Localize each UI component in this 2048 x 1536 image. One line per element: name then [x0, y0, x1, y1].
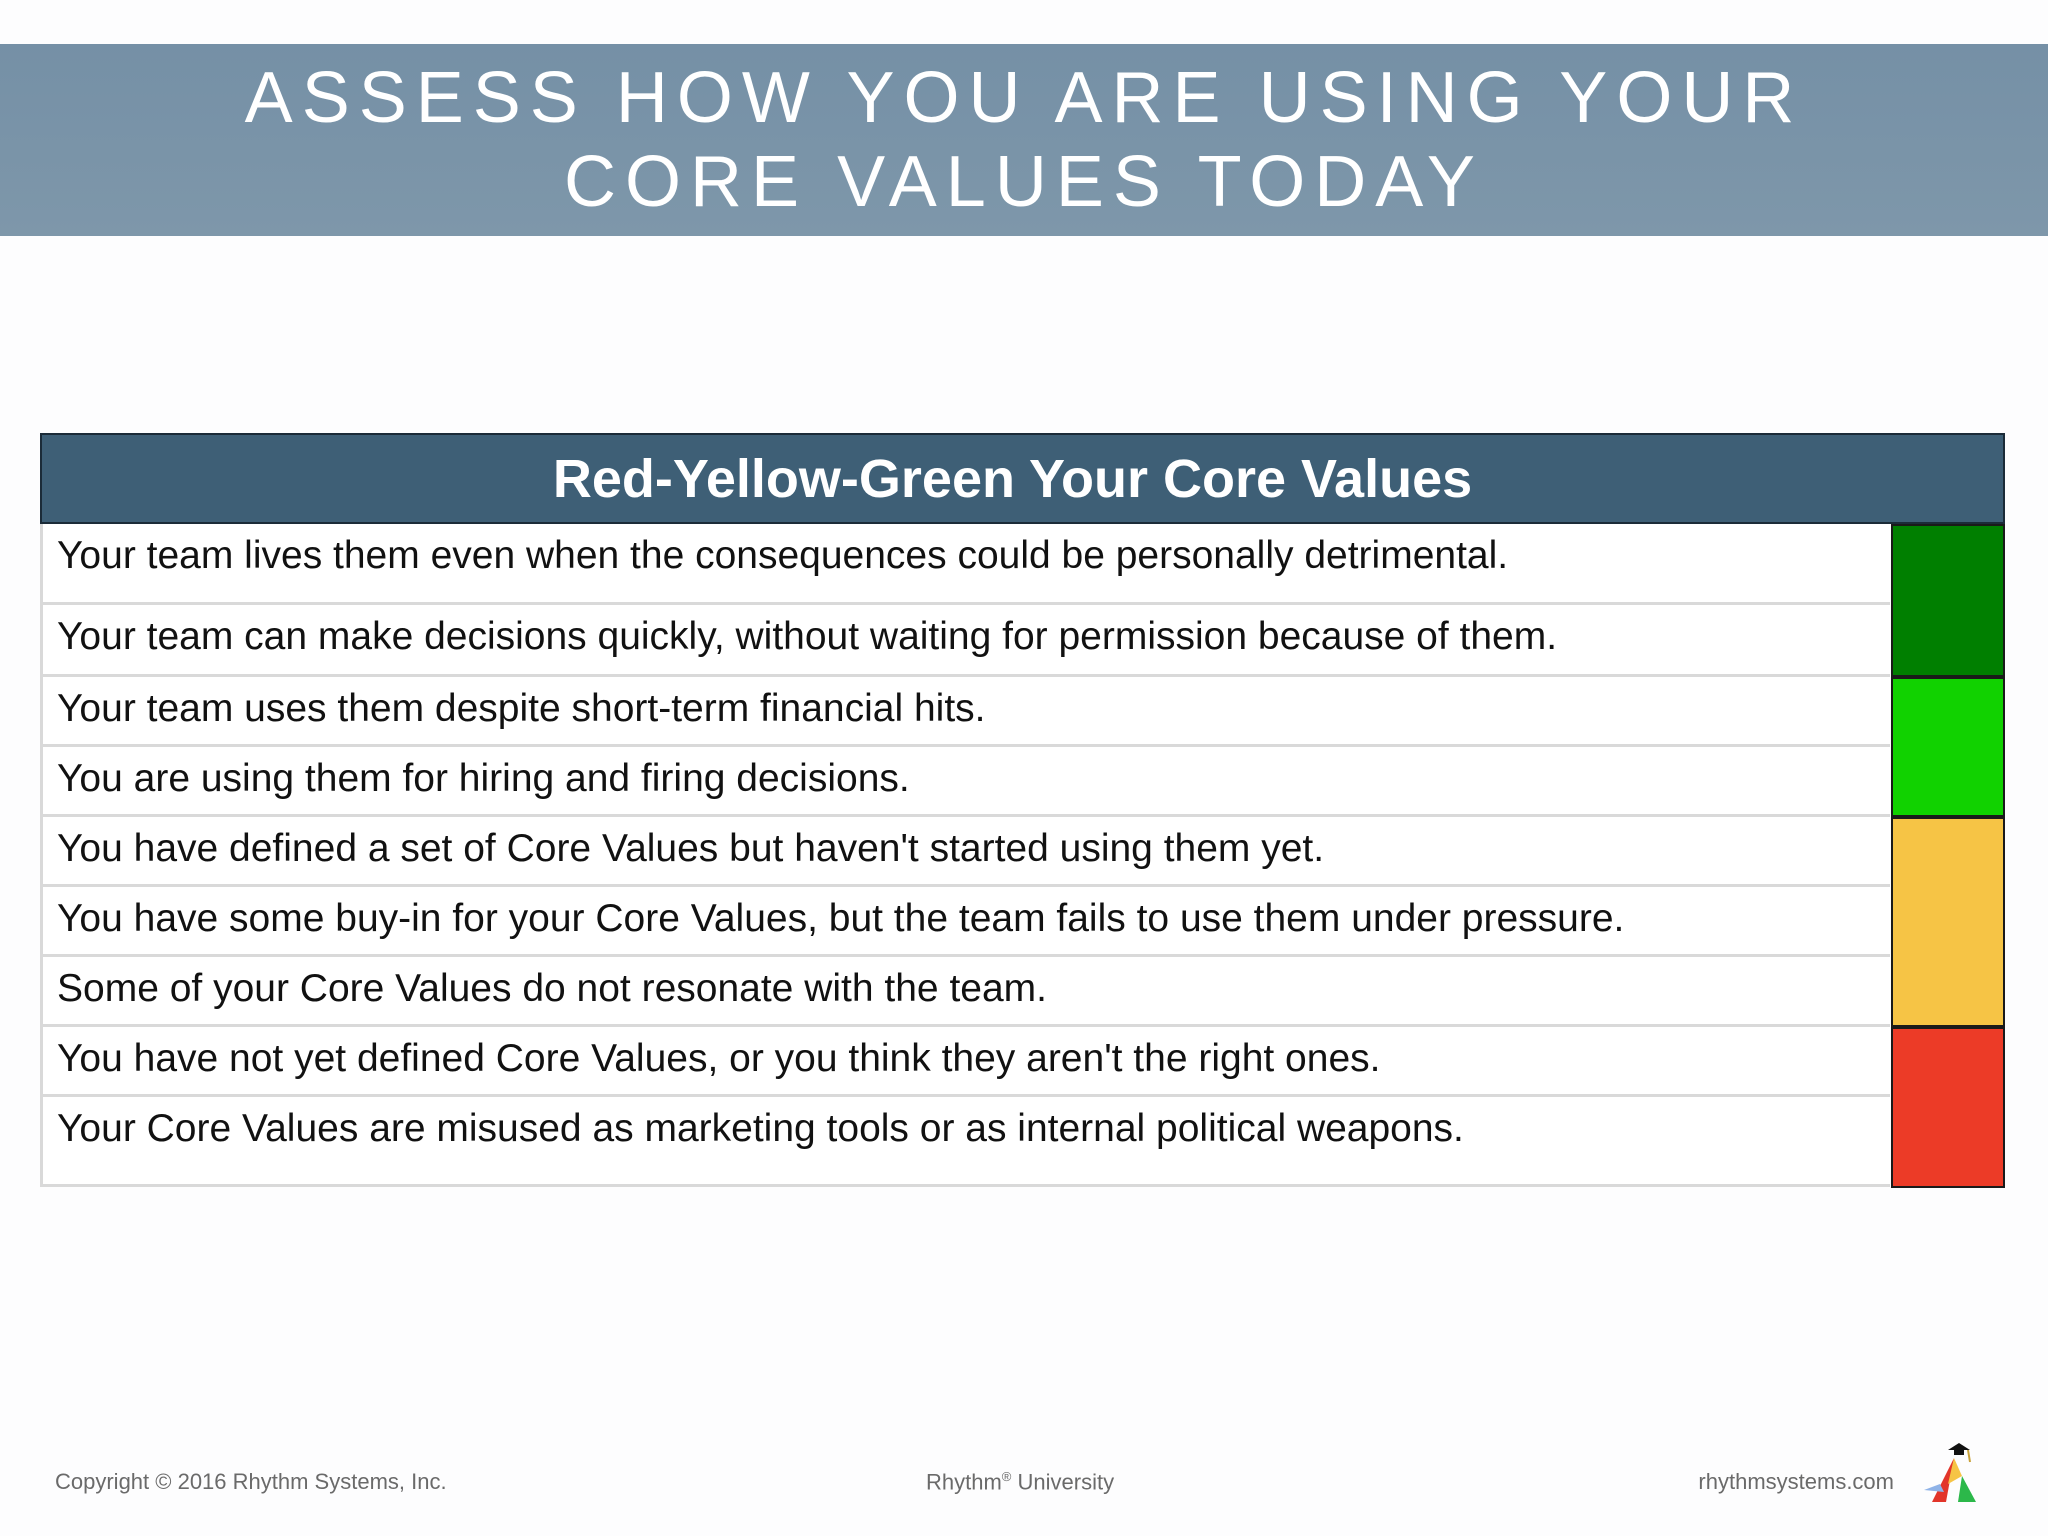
table-row — [40, 957, 1890, 1027]
row-text: You are using them for hiring and firing decisions. — [57, 757, 910, 800]
table-row — [40, 677, 1890, 747]
rhythm-university-logo-icon — [1918, 1440, 1982, 1508]
row-text: You have not yet defined Core Values, or you think they aren't the right ones. — [57, 1037, 1381, 1080]
brand-suffix: University — [1011, 1469, 1115, 1495]
table-row — [40, 817, 1890, 887]
table-row — [40, 605, 1890, 677]
mortarboard-tassel — [1968, 1450, 1970, 1462]
row-text: Your Core Values are misused as marketing tools or as internal political weapons. — [57, 1107, 1464, 1150]
row-text: Your team lives them even when the consequences could be personally detrimental. — [57, 534, 1509, 577]
brand-name: Rhythm — [926, 1469, 1002, 1495]
mortarboard-top — [1948, 1443, 1970, 1450]
table-body — [40, 524, 2005, 1188]
table-row — [40, 1027, 1890, 1097]
page-title-line-1: ASSESS HOW YOU ARE USING YOUR — [244, 58, 1804, 138]
row-text: Your team can make decisions quickly, without waiting for permission because of them. — [57, 615, 1558, 658]
copyright-text: Copyright © 2016 Rhythm Systems, Inc. — [55, 1469, 447, 1494]
row-text: You have defined a set of Core Values but haven't started using them yet. — [57, 827, 1325, 870]
page-title-line-2: CORE VALUES TODAY — [564, 142, 1484, 222]
row-text: Your team uses them despite short-term financial hits. — [57, 687, 986, 730]
title-banner — [0, 44, 2048, 236]
row-text: Some of your Core Values do not resonate with the team. — [57, 967, 1047, 1010]
table-row — [40, 747, 1890, 817]
registered-mark: ® — [1001, 1469, 1012, 1484]
mortarboard-cap — [1954, 1449, 1964, 1455]
table-header: Red-Yellow-Green Your Core Values — [40, 433, 2005, 524]
website-url: rhythmsystems.com — [1698, 1469, 1894, 1494]
rhythm-university-label — [926, 1469, 1114, 1495]
row-text: You have some buy-in for your Core Values, but the team fails to use them under pressure. — [57, 897, 1625, 940]
status-dark-green-block — [1891, 524, 2005, 677]
core-values-rating-table — [40, 433, 2005, 1188]
status-yellow-block — [1891, 817, 2005, 1027]
table-row — [40, 524, 1890, 605]
table-row — [40, 887, 1890, 957]
logo-green-stroke — [1958, 1476, 1976, 1502]
status-green-block — [1891, 677, 2005, 817]
table-row — [40, 1097, 1890, 1187]
status-red-block — [1891, 1027, 2005, 1188]
